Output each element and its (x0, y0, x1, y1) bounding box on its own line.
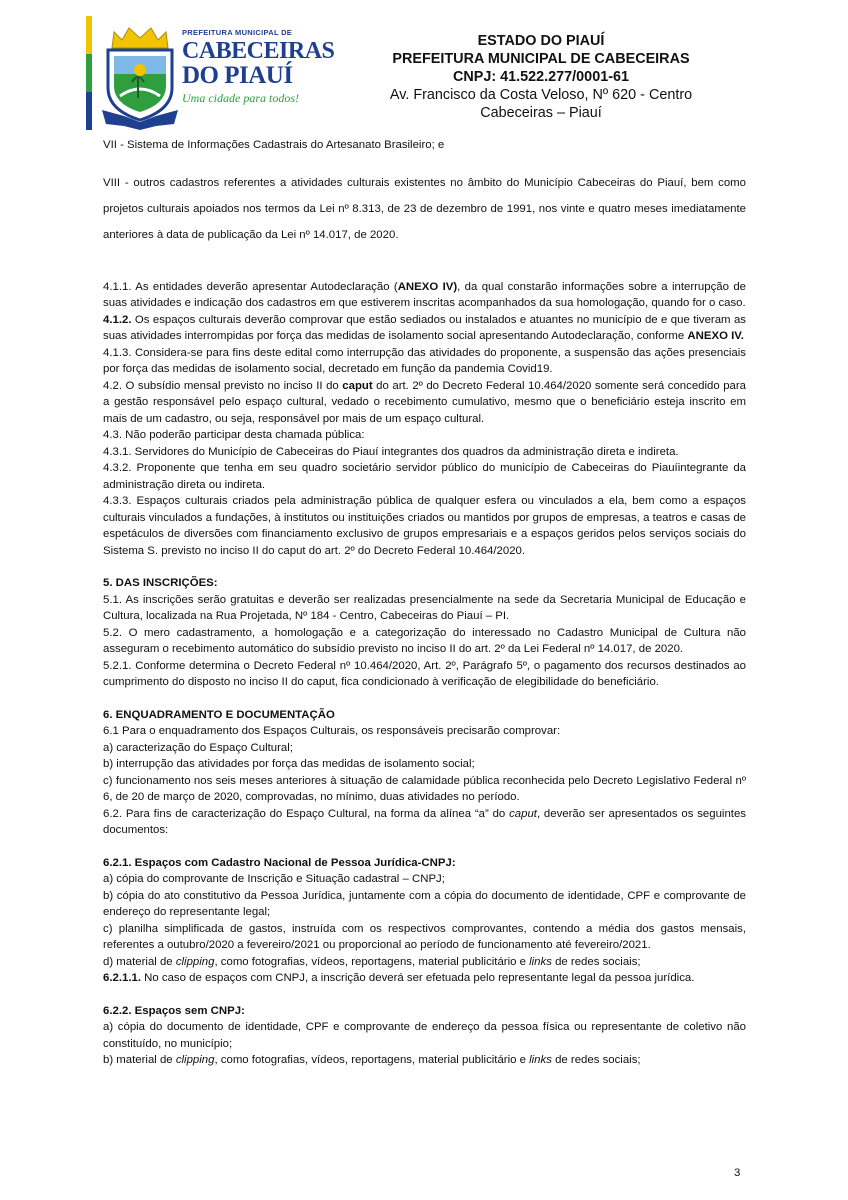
paragraph-4-3-3: 4.3.3. Espaços culturais criados pela administração pública de qualquer esfera ou vinculados a ela, bem como a espaços culturais vinculados a fundações, à institutos ou instituições criados ou mantidos por grupos de empresas, a teatros e casas de espetáculos de diversões com financiamento exclusivo de grupos empresariais e a espaços geridos pelos serviços sociais do Sistema S. previsto no inciso II do caput do art. 2º do Decreto Federal 10.464/2020. (103, 495, 746, 557)
logo-prefeitura-text: PREFEITURA MUNICIPAL DE (182, 28, 293, 37)
paragraph-6-2: 6.2. Para fins de caracterização do Espaço Cultural, na forma da alínea “a” do caput, deverão ser apresentados os seguintes documentos: (103, 807, 746, 836)
paragraph-6-2-1-d: d) material de clipping, como fotografias, vídeos, reportagens, material publicitário e links de redes sociais; (103, 955, 641, 968)
paragraph-6-2-1-c: c) planilha simplificada de gastos, instruída com os respectivos comprovantes, contendo a média dos gastos mensais, referentes a outubro/2020 a fevereiro/2021 ou proporcional ao período de funcionamento até fevereiro/2021. (103, 922, 746, 951)
paragraph-6-2-2-b: b) material de clipping, como fotografias, vídeos, reportagens, material publicitário e links de redes sociais; (103, 1054, 641, 1066)
municipal-logo (86, 12, 335, 134)
paragraph-4-3-1: 4.3.1. Servidores do Município de Cabeceiras do Piauí integrantes dos quadros da administração direta e indireta. (103, 445, 679, 458)
city: Cabeceiras – Piauí (480, 105, 602, 121)
logo-text-block (182, 28, 335, 106)
page-number: 3 (734, 1167, 741, 1179)
paragraph-4-2: 4.2. O subsídio mensal previsto no inciso II do caput do art. 2º do Decreto Federal 10.464/2020 somente será concedido para a gestão responsável pelo espaço cultural, vedado o recebimento cumulativo, mesmo que o beneficiário esteja inscrito em mais de um cadastro, ou seja, responsável por mais de um espaço cultural. (103, 379, 746, 425)
paragraph-6-2-1-b: b) cópia do ato constitutivo da Pessoa Jurídica, juntamente com a cópia do documento de identidade, CPF e comprovante de endereço do representante legal; (103, 889, 746, 918)
paragraph-6-2-2-a: a) cópia do documento de identidade, CPF e comprovante de endereço da pessoa física ou representante de coletivo não constituído, no município; (103, 1021, 746, 1050)
prefeitura-name: PREFEITURA MUNICIPAL DE CABECEIRAS (392, 51, 690, 67)
paragraph-6-2-1-a: a) cópia do comprovante de Inscrição e Situação cadastral – CNPJ; (103, 873, 445, 885)
paragraph-4-1-3: 4.1.3. Considera-se para fins deste edital como interrupção das atividades do proponente, a suspensão das ações presenciais por força das medidas de isolamento social, decretado em função da pandemia Covid19. (103, 346, 746, 375)
letterhead (86, 12, 766, 134)
paragraph-4-1-2: 4.1.2. Os espaços culturais deverão comprovar que estão sediados ou instalados e atuantes no município de e que tiveram as suas atividades interrompidas por força das medidas de isolamento social apresentando Autodeclaração, conforme ANEXO IV. (103, 313, 746, 342)
logo-do-piaui-text: DO PIAUÍ (182, 62, 293, 89)
paragraph-6-1-a: a) caracterização do Espaço Cultural; (103, 741, 293, 754)
paragraph-5-2-1: 5.2.1. Conforme determina o Decreto Federal nº 10.464/2020, Art. 2º, Parágrafo 5º, o pagamento dos recursos destinados ao cumprimento do disposto no inciso II do caput, fica condicionado à verificação de elegibilidade do beneficiário. (103, 659, 746, 688)
logo-cabeceiras-text: CABECEIRAS (182, 38, 335, 64)
address: Av. Francisco da Costa Veloso, Nº 620 - Centro (389, 87, 693, 103)
section-6-2-1-title: 6.2.1. Espaços com Cadastro Nacional de Pessoa Jurídica-CNPJ: (103, 856, 456, 869)
paragraph-6-1: 6.1 Para o enquadramento dos Espaços Culturais, os responsáveis precisarão comprovar: (103, 725, 561, 737)
paragraph-5-1: 5.1. As inscrições serão gratuitas e deverão ser realizadas presencialmente na sede da Secretaria Municipal de Educação e Cultura, localizada na Rua Projetada, Nº 184 - Centro, Cabeceiras do Piauí – PI. (103, 593, 746, 622)
letterhead-info (336, 32, 746, 122)
paragraph-6-2-1-1: 6.2.1.1. No caso de espaços com CNPJ, a inscrição deverá ser efetuada pelo representante legal da pessoa jurídica. (103, 972, 695, 984)
logo-slogan: Uma cidade para todos! (182, 91, 299, 105)
coat-of-arms-icon (102, 26, 178, 130)
document-body (103, 137, 746, 1069)
paragraph-5-2: 5.2. O mero cadastramento, a homologação e a categorização do interessado no Cadastro Municipal de Cultura não asseguram o recebimento automático do subsídio previsto no inciso II do art. 2º da Lei Federal nº 14.017, de 2020. (103, 626, 746, 655)
flag-color-bar (86, 16, 92, 130)
section-5-title: 5. DAS INSCRIÇÕES: (103, 577, 218, 589)
state-name: ESTADO DO PIAUÍ (477, 33, 605, 49)
cnpj: CNPJ: 41.522.277/0001-61 (452, 69, 629, 85)
paragraph-6-1-b: b) interrupção das atividades por força das medidas de isolamento social; (103, 758, 475, 770)
section-6-title: 6. ENQUADRAMENTO E DOCUMENTAÇÃO (103, 708, 335, 721)
section-6-2-2-title: 6.2.2. Espaços sem CNPJ: (103, 1004, 245, 1017)
item-vii: VII - Sistema de Informações Cadastrais do Artesanato Brasileiro; e (103, 139, 445, 151)
paragraph-4-1-1: 4.1.1. As entidades deverão apresentar Autodeclaração (ANEXO IV), da qual constarão informações sobre a interrupção de suas atividades e indicação dos cadastros em que estiverem inscritas acompanhados da sua homologação, quando for o caso. (103, 280, 746, 309)
paragraph-4-3: 4.3. Não poderão participar desta chamada pública: (103, 429, 365, 441)
paragraph-6-1-c: c) funcionamento nos seis meses anteriores à situação de calamidade pública reconhecida pelo Decreto Legislativo Federal nº 6, de 20 de março de 2020, comprovadas, no mínimo, duas atividades no período. (103, 774, 746, 803)
item-viii: VIII - outros cadastros referentes a atividades culturais existentes no âmbito do Município Cabeceiras do Piauí, bem como projetos culturais apoiados nos termos da Lei nº 8.313, de 23 de dezembro de 1991, nos vinte e quatro meses imediatamente anteriores à data de publicação da Lei nº 14.017, de 2020. (103, 176, 746, 241)
paragraph-4-3-2: 4.3.2. Proponente que tenha em seu quadro societário servidor público do município de Cabeceiras do Piauíintegrante da administração direta ou indireta. (103, 462, 746, 491)
